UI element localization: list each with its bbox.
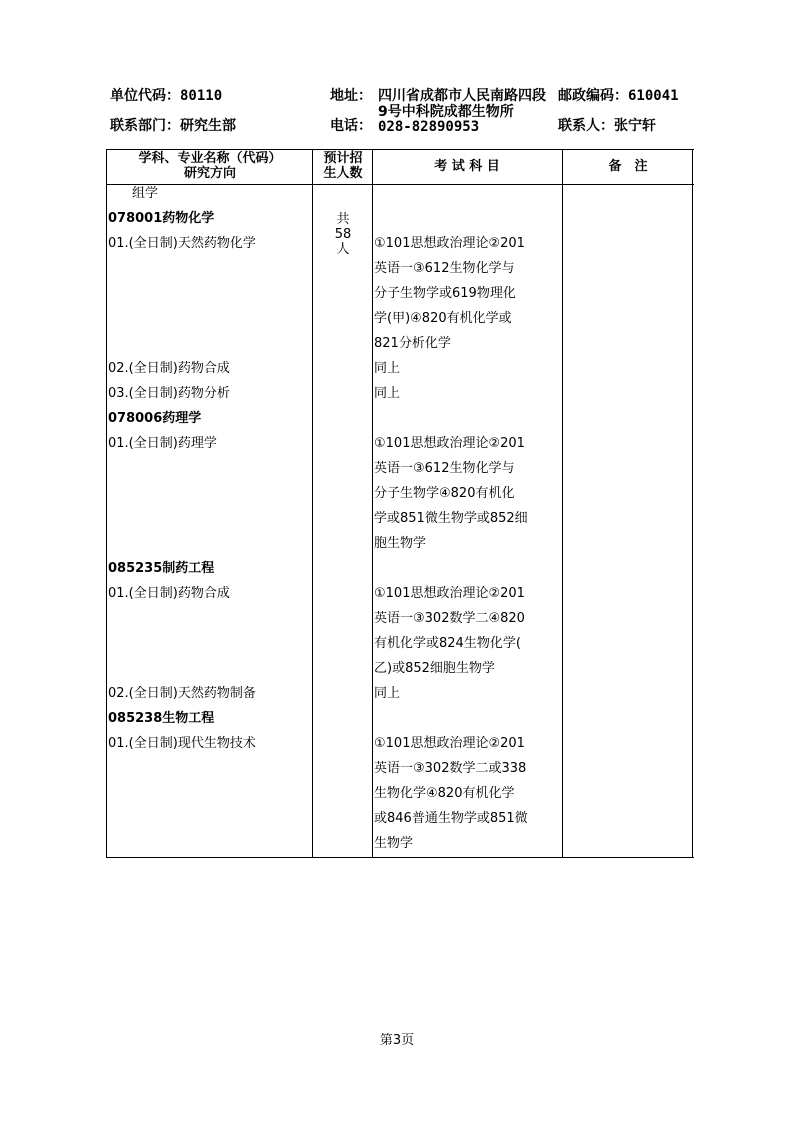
exam-subjects-3: 同上 (374, 386, 401, 401)
table-border-right (692, 149, 693, 858)
header-remarks: 备 注 (608, 159, 648, 174)
address-label: 地址： (330, 88, 372, 104)
subject-line: 胞生物学 (374, 536, 427, 551)
subject-line: 分子生物学或619物理化 (374, 286, 516, 301)
subject-line: 有机化学或824生物化学( (374, 636, 521, 651)
subject-line: 生物化学④820有机化学 (374, 786, 515, 801)
subject-line: 英语一③302数学二④820 (374, 611, 525, 626)
header-quota (314, 151, 372, 181)
subject-line: ①101思想政治理论②201 (374, 236, 525, 251)
list-item: 01.(全日制)药物合成 (108, 586, 230, 601)
table-top-border (106, 149, 694, 150)
quota-line2: 58 (334, 227, 352, 242)
header-quota-line2: 生人数 (323, 166, 363, 181)
postal-code (558, 88, 679, 104)
list-item: 01.(全日制)药理学 (108, 436, 217, 451)
table-bottom-border (106, 857, 694, 858)
phone-label: 电话： (330, 118, 372, 134)
subject-line: 学(甲)④820有机化学或 (374, 311, 512, 326)
address-value: 四川省成都市人民南路四段9号中科院成都生物所 (378, 88, 546, 120)
unit-code-value: 80110 (180, 88, 223, 104)
subject-line: ①101思想政治理论②201 (374, 436, 525, 451)
quota-line3: 人 (336, 242, 350, 257)
contact-dept (110, 118, 236, 134)
dept-label: 联系部门： (110, 118, 180, 134)
subject-line: 英语一③302数学二或338 (374, 761, 527, 776)
major-heading: 085235制药工程 (108, 561, 215, 576)
exam-subjects-4 (374, 431, 554, 556)
table-divider-3 (562, 149, 563, 858)
contact-label: 联系人： (558, 118, 614, 134)
page-number: 第3页 (379, 1033, 415, 1048)
quota-line1: 共 (336, 212, 350, 227)
header-subject-line1: 学科、专业名称（代码） (138, 151, 282, 166)
header-exam-subjects: 考 试 科 目 (434, 159, 500, 174)
subject-line: 821分析化学 (374, 336, 451, 351)
subject-line: 或846普通生物学或851微 (374, 811, 528, 826)
table-header-bottom (106, 184, 694, 185)
subject-line: 英语一③612生物化学与 (374, 461, 515, 476)
table-divider-2 (372, 149, 373, 858)
exam-subjects-7 (374, 731, 554, 856)
header-subject-name (108, 151, 312, 181)
subject-line: 分子生物学④820有机化 (374, 486, 515, 501)
contact-value: 张宁轩 (614, 118, 656, 134)
contact-person (558, 118, 656, 134)
subject-line: ①101思想政治理论②201 (374, 736, 525, 751)
subject-line: 乙)或852细胞生物学 (374, 661, 495, 676)
unit-code (110, 88, 222, 104)
list-item: 组学 (132, 186, 159, 201)
exam-subjects-5 (374, 581, 554, 681)
list-item: 02.(全日制)药物合成 (108, 361, 230, 376)
dept-value: 研究生部 (180, 118, 236, 134)
header-quota-line1: 预计招 (323, 151, 363, 166)
major-heading: 078001药物化学 (108, 211, 215, 226)
postal-code-value: 610041 (628, 88, 679, 104)
table-border-left (106, 149, 107, 858)
subject-line: ①101思想政治理论②201 (374, 586, 525, 601)
list-item: 01.(全日制)现代生物技术 (108, 736, 256, 751)
table-divider-1 (312, 149, 313, 858)
exam-subjects-2: 同上 (374, 361, 401, 376)
header-subject-line2: 研究方向 (183, 166, 236, 181)
exam-subjects-6: 同上 (374, 686, 401, 701)
unit-code-label: 单位代码： (110, 88, 180, 104)
phone-value: 028-82890953 (378, 119, 480, 135)
subject-line: 英语一③612生物化学与 (374, 261, 515, 276)
list-item: 01.(全日制)天然药物化学 (108, 236, 256, 251)
list-item: 03.(全日制)药物分析 (108, 386, 230, 401)
subject-line: 生物学 (374, 836, 414, 851)
major-heading: 078006药理学 (108, 411, 202, 426)
subject-line: 学或851微生物学或852细 (374, 511, 528, 526)
major-heading: 085238生物工程 (108, 711, 215, 726)
list-item: 02.(全日制)天然药物制备 (108, 686, 256, 701)
exam-subjects-1 (374, 231, 554, 356)
postal-code-label: 邮政编码： (558, 88, 628, 104)
quota-total (314, 212, 372, 257)
